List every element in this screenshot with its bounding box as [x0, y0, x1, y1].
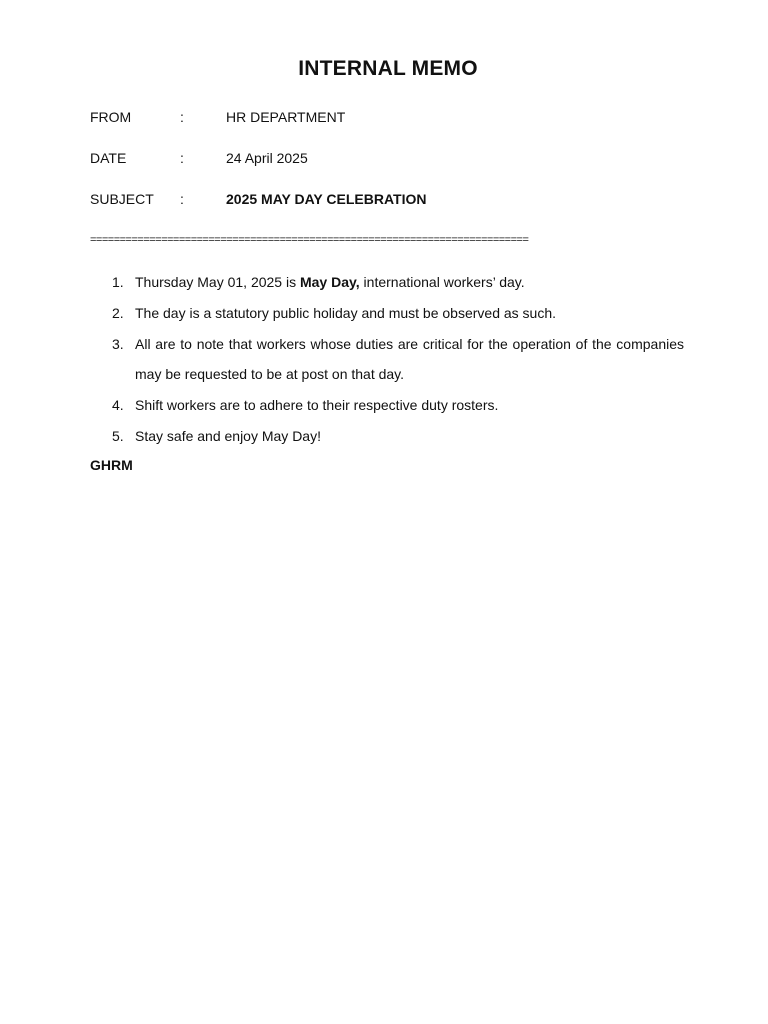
from-colon: :: [180, 109, 184, 125]
date-label: DATE: [90, 150, 127, 166]
subject-label: SUBJECT: [90, 191, 154, 207]
item-number: 4.: [112, 397, 124, 413]
item-text-post: international workers’ day.: [359, 274, 525, 290]
item-text: Stay safe and enjoy May Day!: [135, 428, 321, 444]
date-colon: :: [180, 150, 184, 166]
item-number: 3.: [112, 336, 124, 352]
signature: GHRM: [90, 457, 133, 473]
list-item: [90, 390, 684, 420]
list-item: [90, 421, 684, 451]
date-value: 24 April 2025: [226, 150, 308, 166]
item-text: Shift workers are to adhere to their respective duty rosters.: [135, 397, 499, 413]
list-item: [90, 329, 684, 389]
separator-line: ==========================================================================: [90, 234, 529, 246]
item-text: The day is a statutory public holiday and must be observed as such.: [135, 305, 557, 321]
from-value: HR DEPARTMENT: [226, 109, 346, 125]
item-number: 2.: [112, 305, 124, 321]
item-text-bold: May Day,: [299, 274, 360, 290]
memo-title: INTERNAL MEMO: [298, 57, 478, 80]
item-number: 5.: [112, 428, 124, 444]
list-item: [90, 298, 684, 328]
item-number: 1.: [112, 274, 124, 290]
item-text: All are to note that workers whose duties are critical for the operation of the companies may be requested to be at post on that day.: [135, 336, 684, 382]
from-label: FROM: [90, 109, 132, 125]
item-text-pre: Thursday May 01, 2025 is: [135, 274, 300, 290]
subject-value: 2025 MAY DAY CELEBRATION: [226, 191, 427, 207]
subject-colon: :: [180, 191, 184, 207]
memo-list: [90, 267, 684, 452]
list-item: [90, 267, 684, 297]
